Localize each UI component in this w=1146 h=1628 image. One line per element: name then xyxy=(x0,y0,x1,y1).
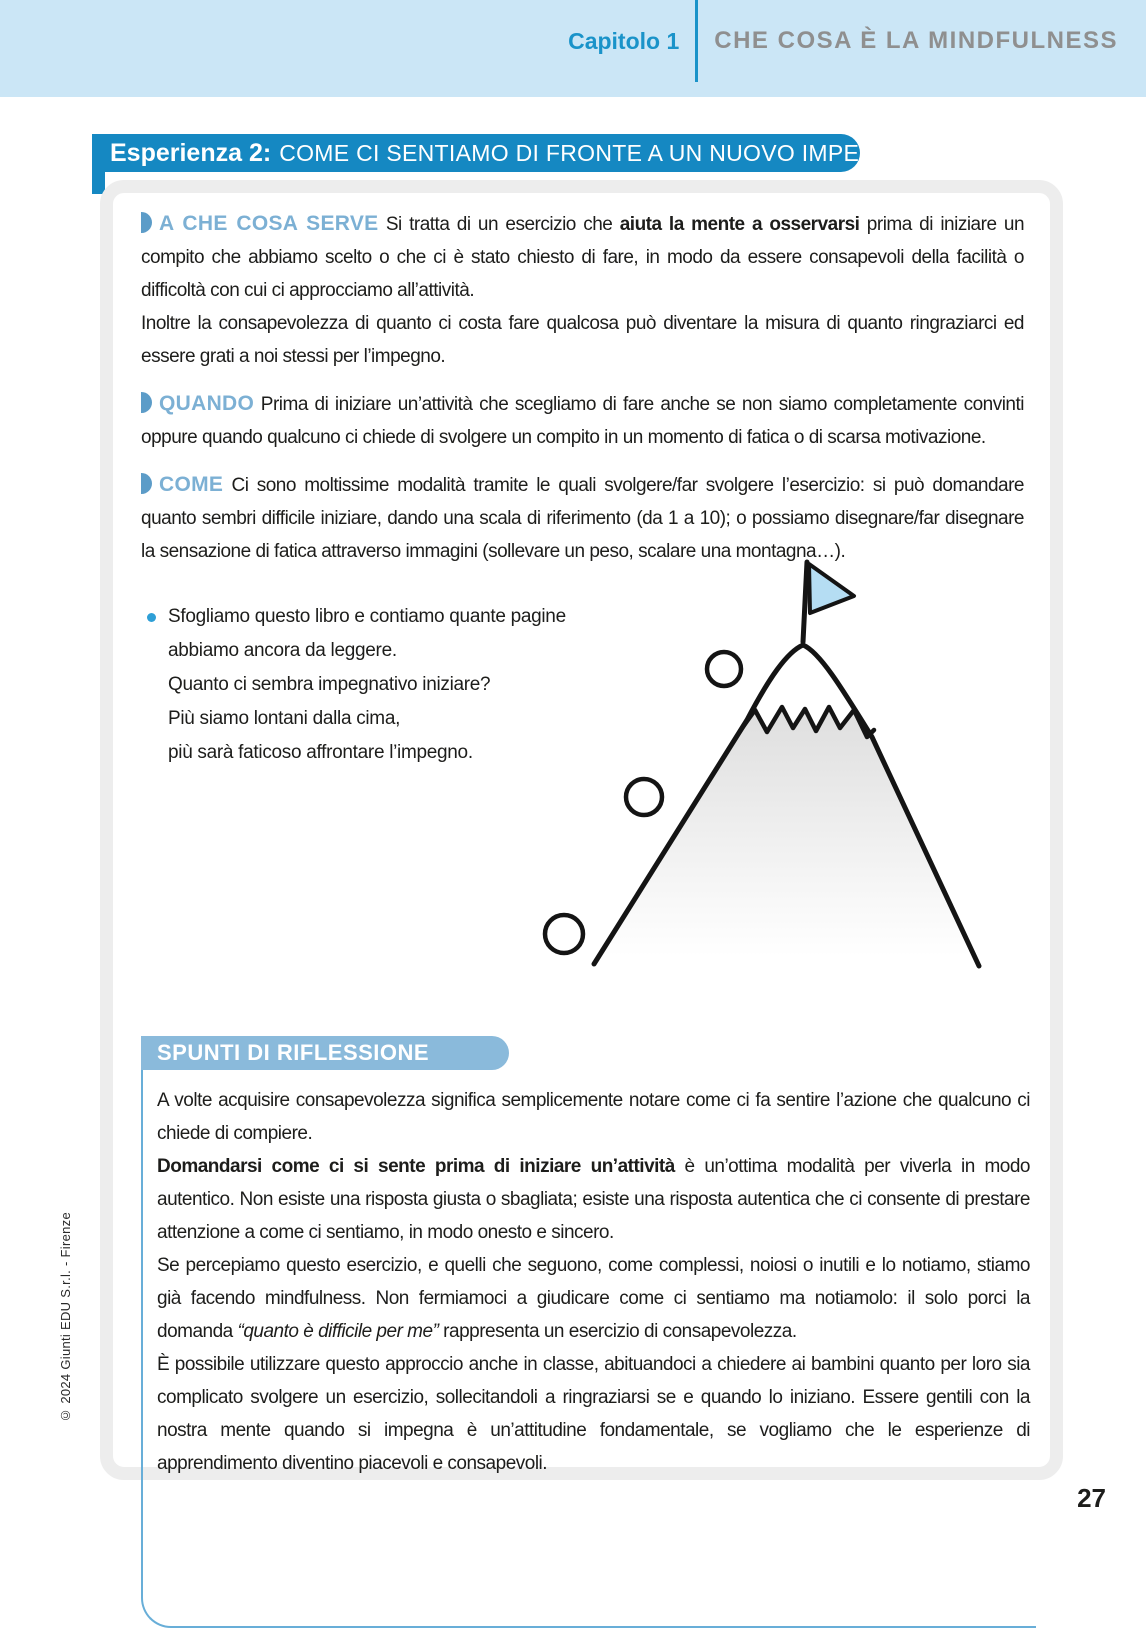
mountain-flag-illustration xyxy=(531,556,1011,971)
reflection-box xyxy=(141,1036,1036,1628)
section-paragraph xyxy=(141,207,1024,307)
reflection-paragraph xyxy=(157,1150,1030,1249)
text-run: È possibile utilizzare questo approccio anche in classe, abituandoci a chiedere ai bambini quanto per loro sia complicato svolgere un esercizio, sollecitandoli a ringraziarsi se e quando lo iniziano. Essere gentili con la nostra mente quando si impegna è un’attitudine fondamentale, se vogliamo che le esperienze di apprendimento diventino piacevoli e consapevoli. xyxy=(157,1354,1030,1474)
section-quando xyxy=(141,387,1024,454)
section-paragraph xyxy=(141,387,1024,454)
bullet-text xyxy=(168,600,566,770)
section-marker-icon xyxy=(141,473,152,494)
flag-icon xyxy=(809,564,854,613)
text-run: prima di iniziare un compito che abbiamo scelto o che ci è stato chiesto di fare, in modo da essere consapevoli della facilità o difficoltà con cui ci approcciamo all’attività. xyxy=(141,214,1025,301)
section-heading: COME xyxy=(159,473,224,496)
text-run: Prima di iniziare un’attività che scegliamo di fare anche se non siamo completamente convinti oppure quando qualcuno ci chiede di svolgere un compito in un momento di fatica o di scarsa motivazione. xyxy=(141,394,1024,448)
chapter-title: CHE COSA È LA MINDFULNESS xyxy=(714,27,1118,54)
chapter-label: Capitolo 1 xyxy=(568,27,680,54)
section-paragraph xyxy=(141,307,1024,373)
experience-banner-prefix: Esperienza 2: xyxy=(110,138,272,167)
reflection-paragraph xyxy=(157,1249,1030,1348)
slope-circle xyxy=(626,779,662,815)
flag-pole xyxy=(803,562,807,642)
chapter-header xyxy=(568,0,1118,82)
section-marker-icon xyxy=(141,392,152,413)
slope-circle xyxy=(545,915,583,953)
text-run: A volte acquisire consapevolezza significa semplicemente notare come ci fa sentire l’azione che qualcuno ci chiede di compiere. xyxy=(157,1090,1030,1144)
bullet-dot-icon xyxy=(147,613,156,622)
bullet-line: più sarà faticoso affrontare l’impegno. xyxy=(168,742,473,763)
bullet-line: Sfogliamo questo libro e contiamo quante pagine xyxy=(168,606,566,627)
section-a-che-cosa-serve xyxy=(141,207,1024,373)
reflection-paragraph xyxy=(157,1348,1030,1480)
chapter-divider xyxy=(695,0,698,82)
slope-circle xyxy=(707,652,741,686)
text-run: “quanto è difficile per me” xyxy=(237,1321,439,1342)
page-number: 27 xyxy=(1077,1483,1106,1513)
section-paragraph xyxy=(141,468,1024,568)
reflection-text xyxy=(157,1084,1030,1480)
text-run: è un’ottima modalità per viverla in modo autentico. Non esiste una risposta giusta o sbagliata; esiste una risposta autentica che ci consente di prestare attenzione a come ci sentiamo, in modo onesto e sincero. xyxy=(157,1156,1030,1243)
bullet-line: Più siamo lontani dalla cima, xyxy=(168,708,401,729)
bullet-line: Quanto ci sembra impegnativo iniziare? xyxy=(168,674,491,695)
text-run: Inoltre la consapevolezza di quanto ci costa fare qualcosa può diventare la misura di quanto ringraziarci ed essere grati a noi stessi per l’impegno. xyxy=(141,313,1024,367)
section-marker-icon xyxy=(141,212,152,233)
experience-banner xyxy=(92,134,913,172)
reflection-banner-title: SPUNTI DI RIFLESSIONE xyxy=(157,1040,430,1065)
reflection-banner xyxy=(141,1036,509,1070)
text-run: aiuta la mente a osservarsi xyxy=(619,214,860,235)
copyright-vertical: © 2024 Giunti EDU S.r.l. - Firenze xyxy=(58,1212,73,1423)
text-run: Domandarsi come ci si sente prima di iniziare un’attività xyxy=(157,1156,675,1177)
text-run: Ci sono moltissime modalità tramite le quali svolgere/far svolgere l’esercizio: si può domandare quanto sembri difficile iniziare, dando una scala di riferimento (da 1 a 10); o possiamo disegnare/far disegnare la sensazione di fatica attraverso immagini (sollevare un peso, scalare una montagna…). xyxy=(141,475,1024,562)
main-content-box xyxy=(100,180,1063,1480)
reflection-paragraph xyxy=(157,1084,1030,1150)
text-run: Se percepiamo questo esercizio, e quelli che seguono, come complessi, noiosi o inutili e lo notiamo, stiamo già facendo mindfulness. Non fermiamoci a giudicare come ci sentiamo ma notiamolo: il solo porci la domanda xyxy=(157,1255,1030,1342)
text-run: Si tratta di un esercizio che xyxy=(378,214,620,235)
section-heading: QUANDO xyxy=(159,392,255,415)
bullet-line: abbiamo ancora da leggere. xyxy=(168,640,397,661)
section-heading: A CHE COSA SERVE xyxy=(159,212,379,235)
chapter-header-bar xyxy=(0,0,1146,97)
section-come xyxy=(141,468,1024,568)
experience-banner-title: COME CI SENTIAMO DI FRONTE A UN NUOVO IMPEGNO xyxy=(279,139,913,166)
text-run: rappresenta un esercizio di consapevolezza. xyxy=(438,1321,797,1342)
